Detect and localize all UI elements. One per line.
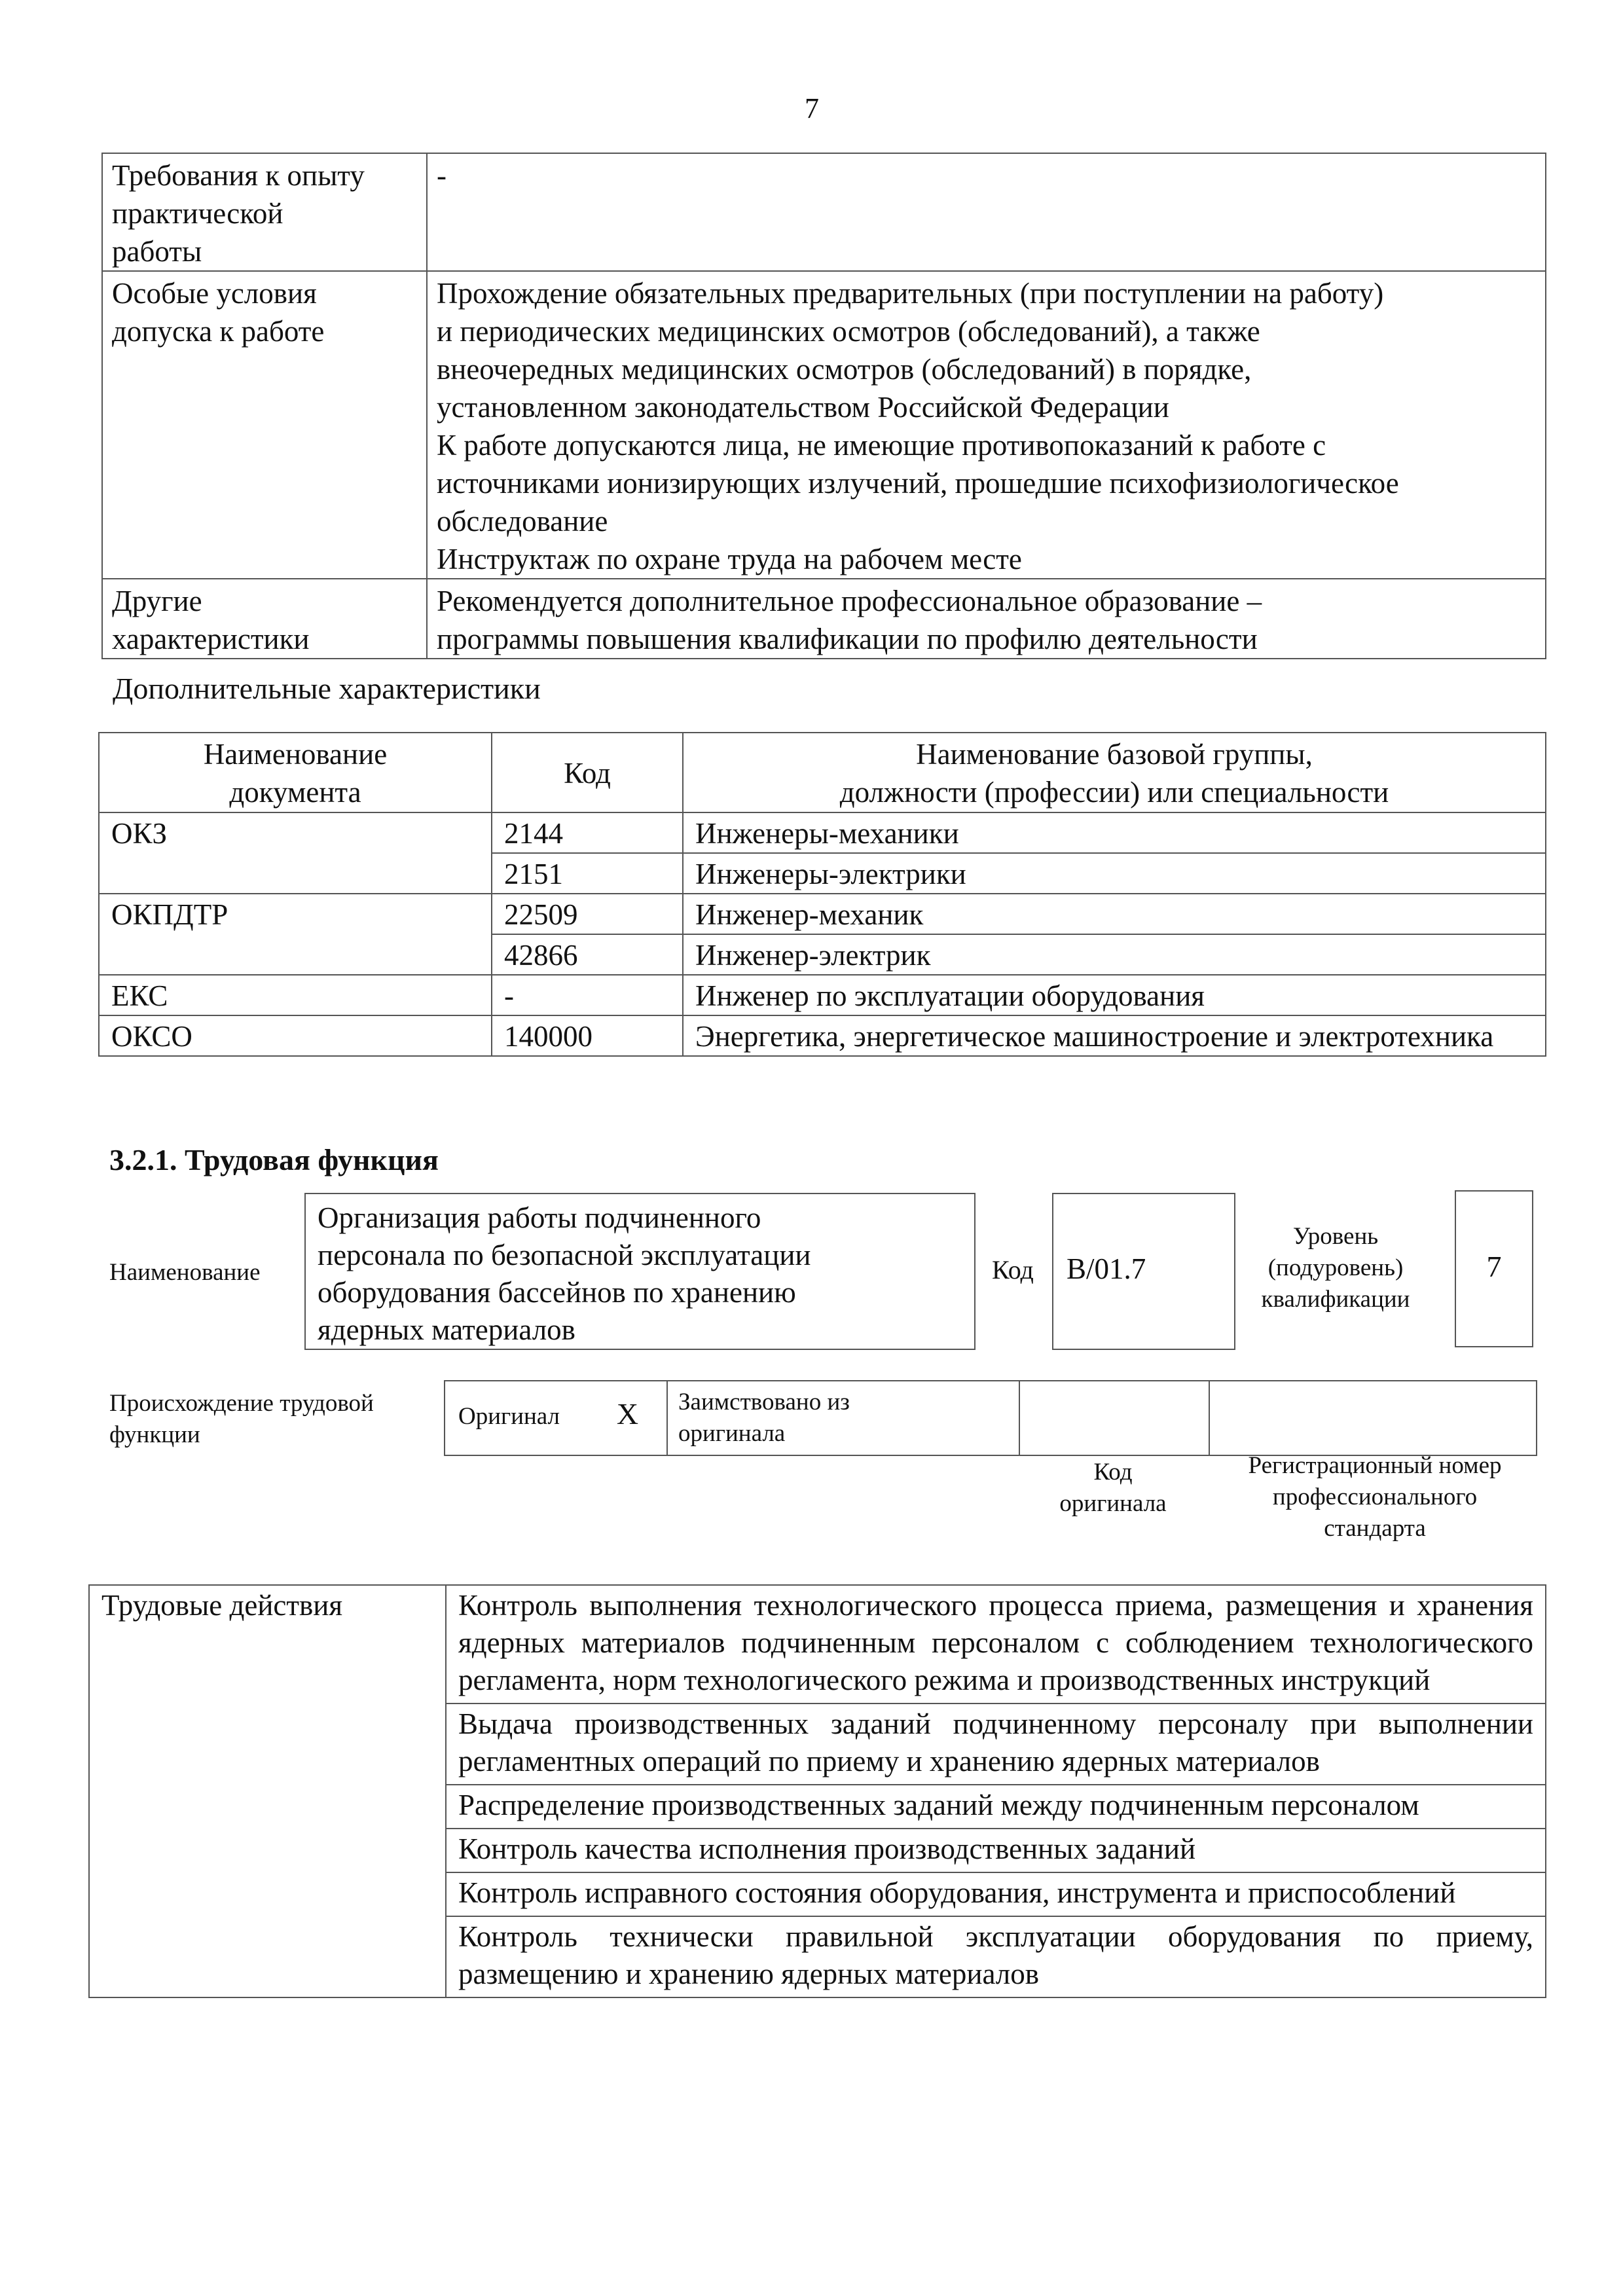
- origin-table: [444, 1380, 1537, 1456]
- function-name-box: Организация работы подчиненного персонала по безопасной эксплуатации оборудования бассейнов по хранению ядерных материалов: [304, 1193, 976, 1350]
- cell-doc: ОКСО: [99, 1015, 492, 1056]
- qualification-level: 7: [1455, 1190, 1533, 1347]
- row-label: Другие характеристики: [102, 579, 427, 659]
- row-value: Рекомендуется дополнительное профессиональное образование – программы повышения квалификации по профилю деятельности: [427, 579, 1546, 659]
- header-code: Код: [492, 733, 683, 812]
- cell-name: Инженеры-электрики: [683, 853, 1546, 894]
- table-row: [99, 812, 1546, 853]
- header-doc: Наименование документа: [99, 733, 492, 812]
- labor-action-item: Выдача производственных заданий подчиненному персоналу при выполнении регламентных операций по приему и хранению ядерных материалов: [446, 1704, 1546, 1785]
- table-row: [89, 1585, 1546, 1704]
- cell-code: 42866: [492, 934, 683, 975]
- labor-action-item: Распределение производственных заданий между подчиненным персоналом: [446, 1785, 1546, 1829]
- table-row: [99, 975, 1546, 1015]
- labor-actions-table: [88, 1584, 1546, 1998]
- original-mark: X: [589, 1381, 667, 1455]
- cell-name: Инженер-электрик: [683, 934, 1546, 975]
- page-number: 7: [805, 92, 819, 124]
- cell-code: -: [492, 975, 683, 1015]
- labor-actions-label: Трудовые действия: [89, 1585, 446, 1997]
- cell-code: 140000: [492, 1015, 683, 1056]
- table-row: [102, 271, 1546, 579]
- original-code-caption: Код оригинала: [1059, 1459, 1167, 1517]
- cell-name: Инженер-механик: [683, 894, 1546, 934]
- table-row: [99, 894, 1546, 934]
- table-row: [102, 579, 1546, 659]
- name-label: Наименование: [109, 1259, 261, 1286]
- section-title: 3.2.1. Трудовая функция: [109, 1143, 439, 1176]
- labor-action-item: Контроль качества исполнения производственных заданий: [446, 1829, 1546, 1872]
- labor-action-item: Контроль выполнения технологического процесса приема, размещения и хранения ядерных материалов подчиненным персоналом с соблюдением технологического регламента, норм технологического режима и производственных инструкций: [446, 1585, 1546, 1704]
- cell-name: Инженер по эксплуатации оборудования: [683, 975, 1546, 1015]
- cell-code: 2151: [492, 853, 683, 894]
- header-group: Наименование базовой группы, должности (профессии) или специальности: [683, 733, 1546, 812]
- row-value: -: [427, 153, 1546, 271]
- level-label: Уровень (подуровень) квалификации: [1261, 1223, 1410, 1313]
- table-header: [99, 733, 1546, 812]
- additional-table: [98, 732, 1546, 1057]
- row-label: Требования к опыту практической работы: [102, 153, 427, 271]
- original-label: Оригинал: [445, 1381, 589, 1455]
- cell-doc: ОКПДТР: [99, 894, 492, 975]
- cell-doc: ЕКС: [99, 975, 492, 1015]
- row-value: Прохождение обязательных предварительных (при поступлении на работу) и периодических медицинских осмотров (обследований), а также внеочередных медицинских осмотров (обследований) в порядке, установленном законодательством Российской Федерации К работе допускаются лица, не имеющие противопоказаний к работе с источниками ионизирующих излучений, прошедшие психофизиологическое обследование Инструктаж по охране труда на рабочем месте: [427, 271, 1546, 579]
- requirements-table: [101, 153, 1546, 659]
- labor-action-item: Контроль технически правильной эксплуатации оборудования по приему, размещению и хранению ядерных материалов: [446, 1916, 1546, 1997]
- code-label: Код: [992, 1255, 1034, 1285]
- additional-title: Дополнительные характеристики: [113, 672, 541, 705]
- cell-doc: ОКЗ: [99, 812, 492, 894]
- borrowed-label: Заимствовано из оригинала: [667, 1381, 1019, 1455]
- table-row: [99, 1015, 1546, 1056]
- cell-code: 2144: [492, 812, 683, 853]
- table-row: [102, 153, 1546, 271]
- row-label: Особые условия допуска к работе: [102, 271, 427, 579]
- function-code: В/01.7: [1052, 1193, 1235, 1350]
- cell-code: 22509: [492, 894, 683, 934]
- reg-number-caption: Регистрационный номер профессионального стандарта: [1248, 1452, 1502, 1542]
- cell-name: Инженеры-механики: [683, 812, 1546, 853]
- labor-action-item: Контроль исправного состояния оборудования, инструмента и приспособлений: [446, 1872, 1546, 1916]
- cell-name: Энергетика, энергетическое машиностроение и электротехника: [683, 1015, 1546, 1056]
- table-row: [445, 1381, 1537, 1455]
- reg-number-cell: [1209, 1381, 1537, 1455]
- original-code-cell: [1019, 1381, 1209, 1455]
- origin-label: Происхождение трудовой функции: [109, 1390, 374, 1448]
